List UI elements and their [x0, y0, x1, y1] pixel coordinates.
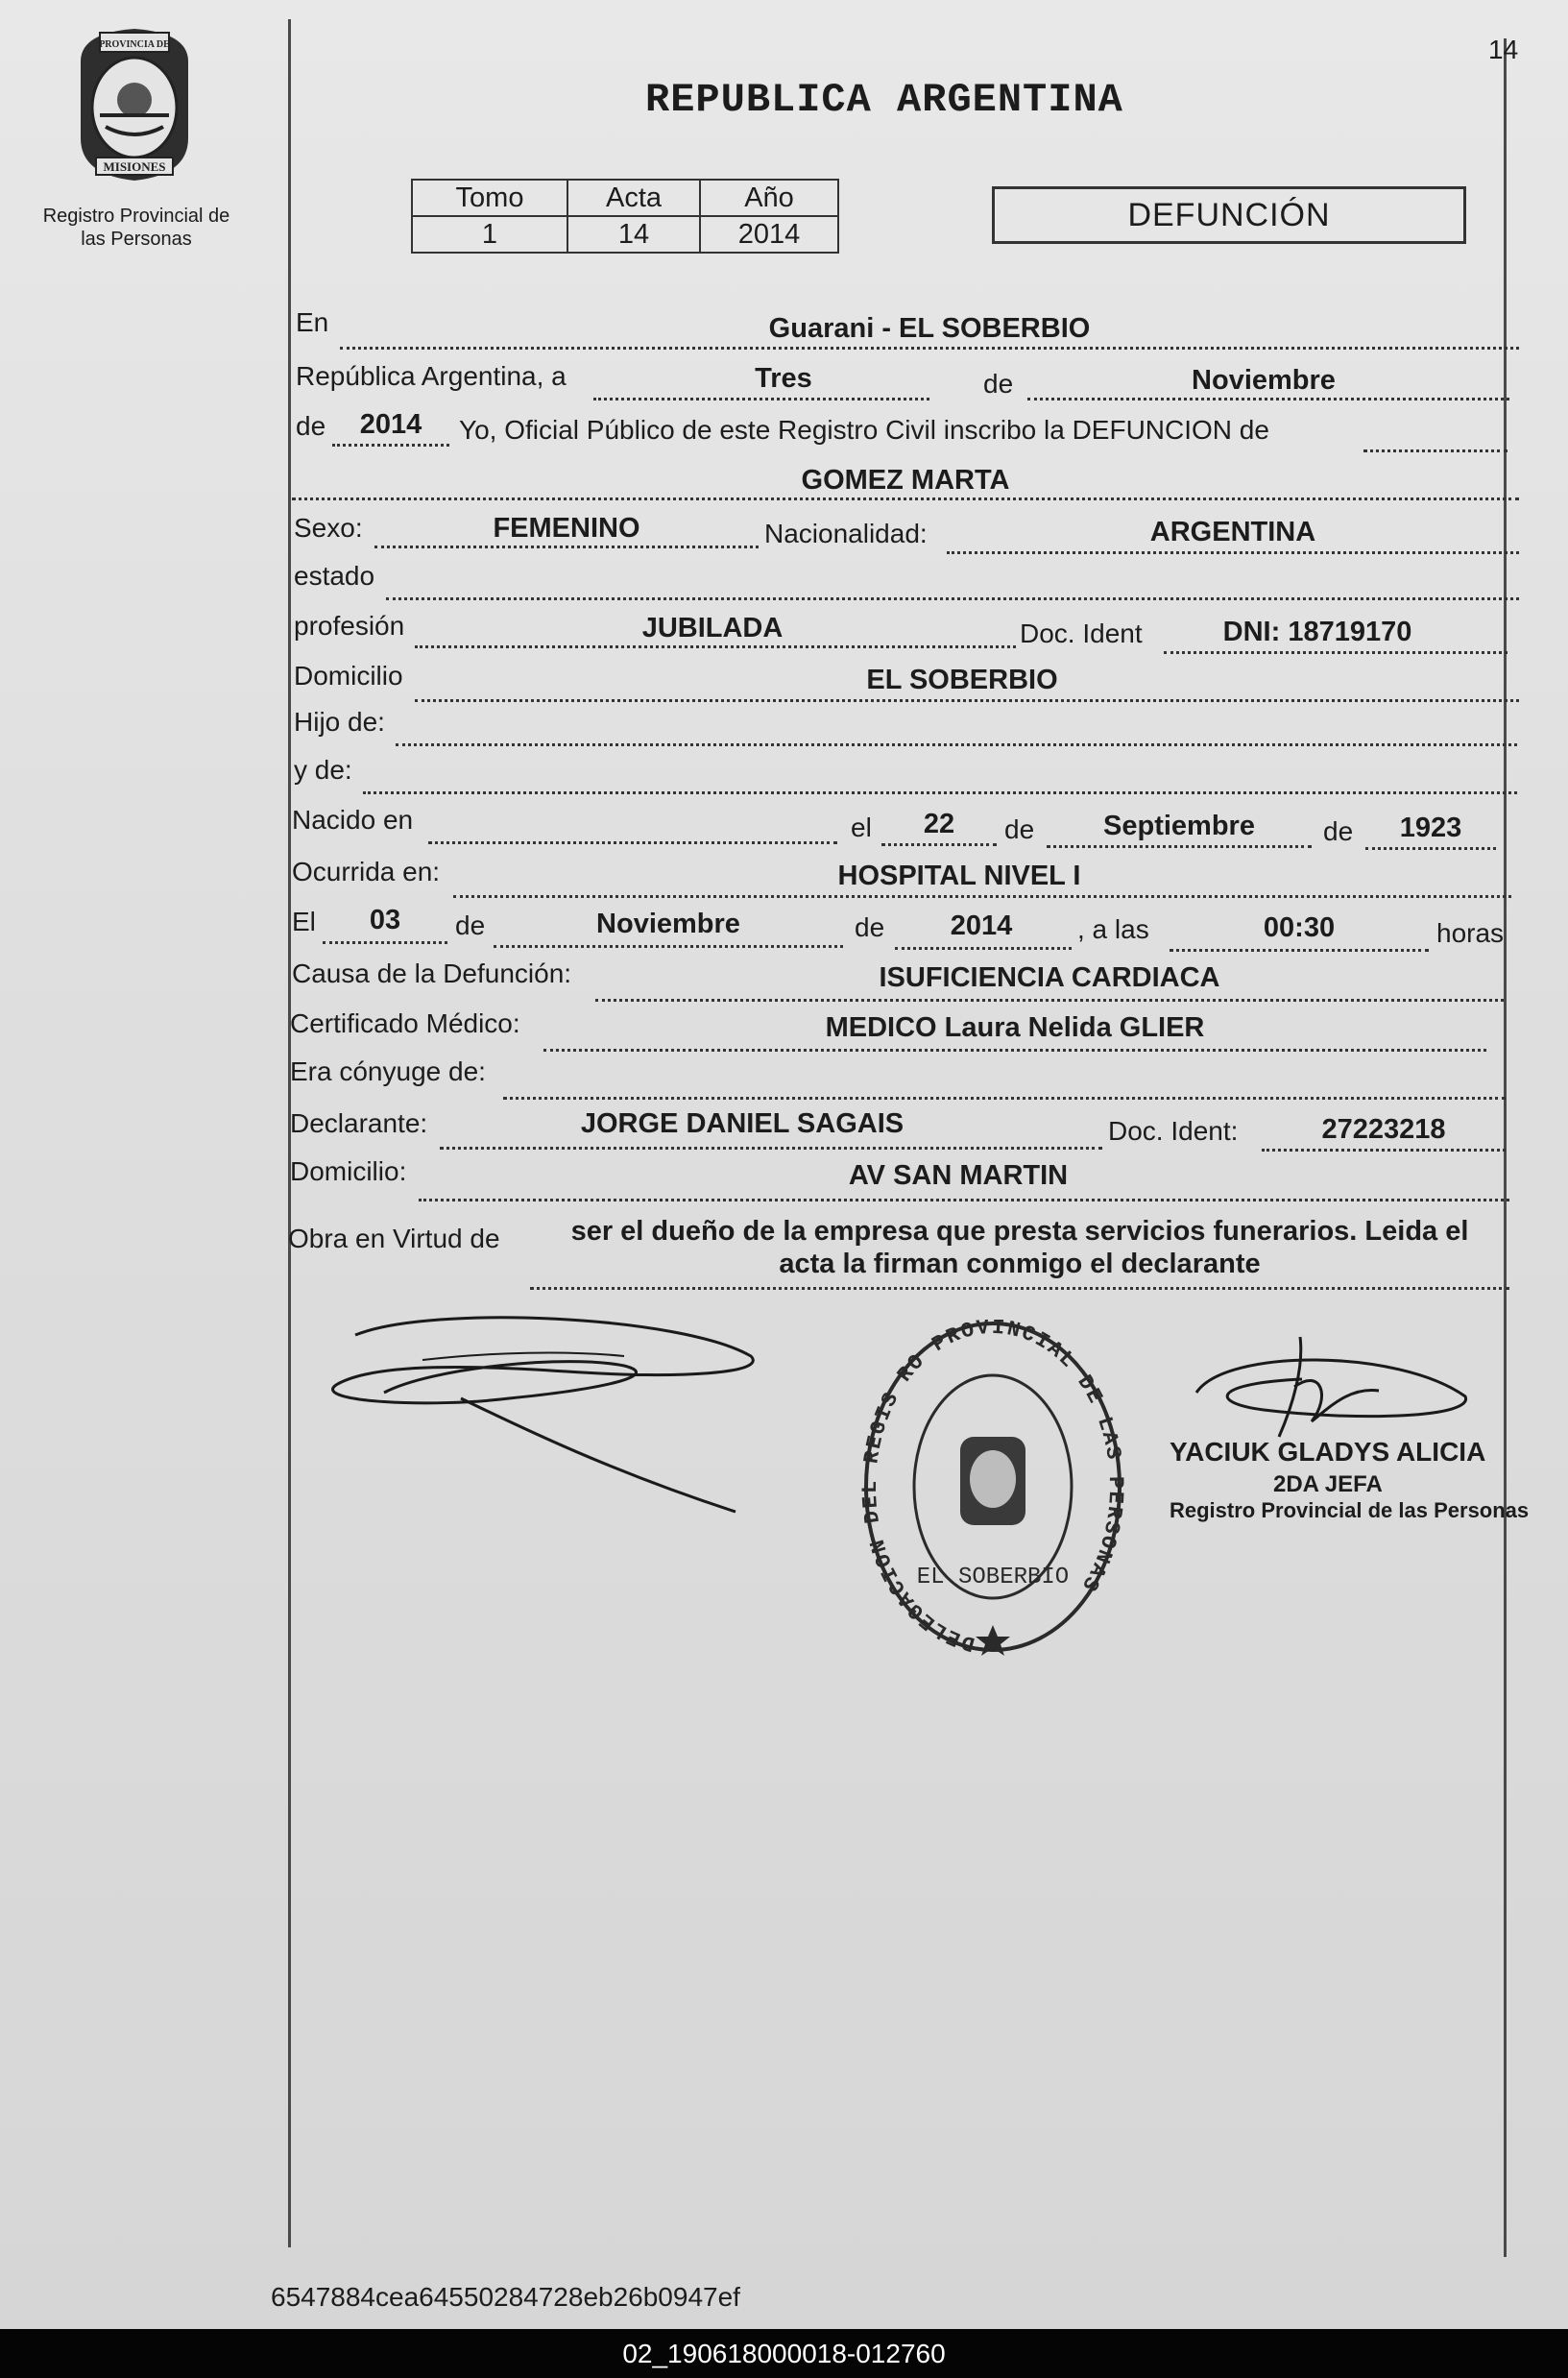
value-sexo: FEMENINO: [493, 513, 640, 544]
label-de-4: de: [1323, 816, 1354, 846]
dotted-line-nacido-en: [428, 841, 837, 844]
dotted-line-obra: [530, 1287, 1509, 1290]
label-a-las: , a las: [1077, 914, 1149, 944]
dotted-line-death-day: [323, 941, 447, 944]
ref-header-tomo: Tomo: [412, 180, 567, 216]
value-death-day: 03: [369, 905, 401, 935]
dotted-line-declarante: [440, 1147, 1102, 1150]
label-obra-en-virtud: Obra en Virtud de: [288, 1224, 500, 1253]
label-horas: horas: [1436, 918, 1505, 948]
label-nacido-en: Nacido en: [292, 805, 414, 835]
ref-header-ano: Año: [700, 180, 838, 216]
dotted-line-death-time: [1170, 949, 1429, 952]
dotted-line-day: [593, 398, 929, 400]
stamp-text: DELEGACION DEL REGIS RO PROVINCIAL DE LAS PERSONAS: [860, 1320, 1125, 1656]
value-birth-month: Septiembre: [1103, 811, 1255, 841]
label-de-3: de: [1004, 814, 1035, 844]
dotted-line-ocurrida-en: [453, 895, 1511, 898]
stamp-inner-text: EL SOBERBIO: [916, 1565, 1070, 1590]
value-domicilio-declarante: AV SAN MARTIN: [848, 1160, 1069, 1191]
dotted-line-nacionalidad: [947, 551, 1519, 554]
statement-text: Yo, Oficial Público de este Registro Civil inscribo la DEFUNCION de: [459, 415, 1269, 445]
dotted-line-doc-ident: [1164, 651, 1508, 654]
label-hijo-de: Hijo de:: [294, 707, 385, 737]
dotted-line-conyuge: [503, 1097, 1506, 1100]
value-birth-day: 22: [923, 809, 955, 839]
right-margin-rule: [1504, 38, 1507, 2257]
barcode-footer: 02_190618000018-012760: [0, 2329, 1568, 2378]
value-nacionalidad: ARGENTINA: [1149, 517, 1316, 547]
value-day-word: Tres: [755, 363, 812, 394]
value-certificado: MEDICO Laura Nelida GLIER: [825, 1012, 1205, 1043]
dotted-line-name: [292, 497, 1519, 500]
value-doc-ident: DNI: 18719170: [1222, 617, 1412, 647]
label-republica: República Argentina, a: [296, 361, 567, 391]
label-certificado: Certificado Médico:: [290, 1008, 520, 1038]
registry-name-line1: Registro Provincial de: [42, 206, 230, 227]
value-profesion: JUBILADA: [641, 613, 784, 643]
dotted-line-causa: [595, 999, 1504, 1002]
dotted-line-death-year: [895, 947, 1072, 950]
label-causa: Causa de la Defunción:: [292, 958, 572, 988]
value-death-time: 00:30: [1263, 912, 1336, 943]
label-nacionalidad: Nacionalidad:: [764, 519, 928, 548]
label-ocurrida-en: Ocurrida en:: [292, 857, 441, 886]
dotted-line-hijo-de: [396, 743, 1517, 746]
dotted-line-month: [1027, 398, 1509, 400]
dotted-line-sexo: [374, 546, 759, 548]
label-domicilio-declarante: Domicilio:: [290, 1156, 407, 1186]
document-hash: 6547884cea64550284728eb26b0947ef: [271, 2282, 740, 2312]
declarant-signature: [317, 1306, 759, 1517]
dotted-line-profesion: [415, 645, 1016, 648]
province-logo: [61, 23, 207, 186]
dotted-line-birth-month: [1047, 845, 1312, 848]
label-el: el: [851, 813, 872, 842]
dotted-line-decl-doc-ident: [1262, 1149, 1506, 1152]
ref-value-acta: 14: [567, 216, 700, 253]
label-de-6: de: [855, 912, 885, 942]
value-obra-line2: acta la firman conmigo el declarante: [779, 1249, 1261, 1279]
value-month: Noviembre: [1192, 365, 1336, 396]
ref-value-tomo: 1: [412, 216, 567, 253]
dotted-line-year: [332, 444, 449, 447]
ref-header-acta: Acta: [567, 180, 700, 216]
value-year: 2014: [359, 409, 422, 440]
value-en: Guarani - EL SOBERBIO: [768, 313, 1091, 344]
dotted-line-statement-end: [1363, 449, 1508, 452]
value-declarante: JORGE DANIEL SAGAIS: [580, 1108, 905, 1139]
dotted-line-domicilio: [415, 699, 1519, 702]
ref-value-ano: 2014: [700, 216, 838, 253]
page-number: 14: [1488, 35, 1519, 64]
dotted-line-birth-day: [881, 843, 997, 846]
dotted-line-birth-year: [1365, 847, 1496, 850]
dotted-line-estado: [386, 597, 1519, 600]
registry-name-line2: las Personas: [81, 229, 192, 250]
label-profesion: profesión: [294, 611, 405, 641]
dotted-line-death-month: [494, 945, 843, 948]
label-de-2: de: [296, 411, 326, 441]
label-estado: estado: [294, 561, 375, 591]
label-y-de: y de:: [294, 755, 352, 785]
label-declarante: Declarante:: [290, 1108, 428, 1138]
value-death-year: 2014: [950, 910, 1013, 941]
value-obra-line1: ser el dueño de la empresa que presta servicios funerarios. Leida el: [570, 1216, 1469, 1247]
label-de-1: de: [983, 369, 1014, 399]
official-title: 2DA JEFA: [1273, 1471, 1383, 1497]
logo-text-top: PROVINCIA DE: [99, 39, 170, 50]
label-en: En: [296, 307, 329, 337]
official-name: YACIUK GLADYS ALICIA: [1170, 1437, 1486, 1467]
value-domicilio: EL SOBERBIO: [866, 665, 1058, 695]
dotted-line-en: [340, 347, 1519, 350]
value-causa: ISUFICIENCIA CARDIACA: [879, 962, 1220, 993]
official-org: Registro Provincial de las Personas: [1170, 1498, 1530, 1522]
value-death-month: Noviembre: [596, 909, 740, 939]
reference-table: [411, 179, 839, 254]
logo-text-bottom: MISIONES: [103, 159, 166, 174]
document-title: REPUBLICA ARGENTINA: [645, 77, 1123, 123]
value-birth-year: 1923: [1399, 813, 1462, 843]
label-domicilio: Domicilio: [294, 661, 403, 691]
official-stamp: [860, 1320, 1125, 1662]
label-conyuge: Era cónyuge de:: [290, 1056, 486, 1086]
label-sexo: Sexo:: [294, 513, 363, 543]
value-decl-doc-ident: 27223218: [1321, 1114, 1446, 1145]
record-type-box: DEFUNCIÓN: [992, 186, 1466, 244]
label-doc-ident: Doc. Ident: [1020, 619, 1143, 648]
value-ocurrida-en: HOSPITAL NIVEL I: [837, 861, 1081, 891]
label-decl-doc-ident: Doc. Ident:: [1108, 1116, 1239, 1146]
dotted-line-y-de: [363, 791, 1517, 794]
dotted-line-domicilio-declarante: [419, 1199, 1509, 1201]
value-deceased-name: GOMEZ MARTA: [801, 465, 1010, 496]
dotted-line-certificado: [543, 1049, 1486, 1052]
label-el-2: El: [292, 907, 316, 936]
label-de-5: de: [455, 910, 486, 940]
